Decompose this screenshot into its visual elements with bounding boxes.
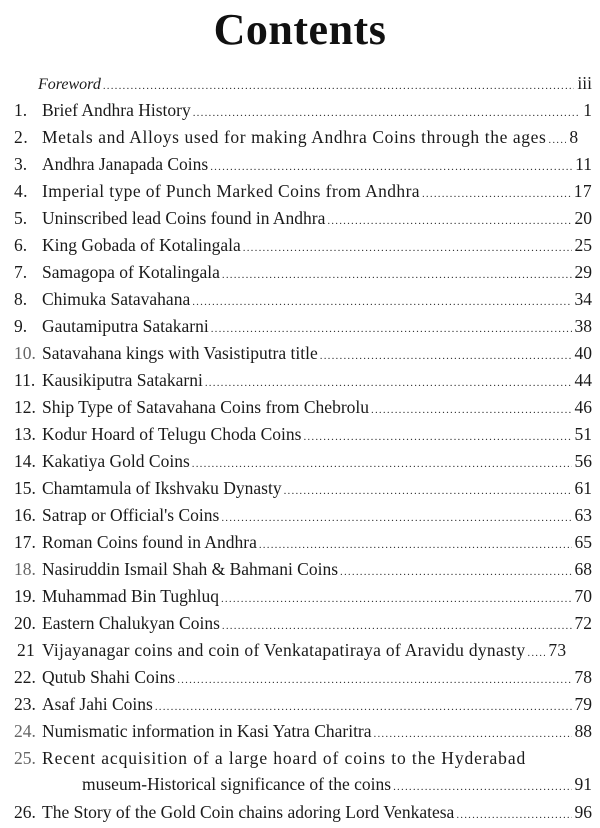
dot-leader xyxy=(422,181,571,207)
toc-entry-number: 2. xyxy=(14,127,29,147)
toc-entry-label-line1: Recent acquisition of a large hoard of coins to the Hyderabad xyxy=(42,748,527,768)
toc-entry-page: 68 xyxy=(574,559,592,579)
toc-entry-page: 17 xyxy=(573,181,592,201)
dot-leader xyxy=(284,478,572,504)
toc-entry[interactable] xyxy=(0,124,600,150)
toc-entry-page: 29 xyxy=(574,262,592,282)
dot-leader xyxy=(155,694,572,720)
dot-leader xyxy=(205,370,572,396)
dot-leader xyxy=(243,235,572,261)
toc-entry-number: 24. xyxy=(14,721,36,741)
toc-entry[interactable] xyxy=(0,394,600,420)
toc-entry-number: 20. xyxy=(14,613,36,633)
toc-entry-page: 73 xyxy=(548,640,567,660)
toc-entry-number: 16. xyxy=(14,505,36,525)
toc-entry-page: 20 xyxy=(574,208,592,228)
toc-entry-label: Ship Type of Satavahana Coins from Chebrolu xyxy=(42,397,370,417)
page-title: Contents xyxy=(213,5,387,54)
toc-entry[interactable] xyxy=(0,448,600,474)
dot-leader xyxy=(340,559,571,585)
toc-entry[interactable] xyxy=(0,583,600,609)
toc-entry-page: 11 xyxy=(575,154,592,174)
toc-entry-page: 40 xyxy=(574,343,592,363)
dot-leader xyxy=(221,586,572,612)
dot-leader xyxy=(211,316,572,342)
toc-entry[interactable] xyxy=(0,232,600,258)
toc-entry-page: 1 xyxy=(583,100,592,120)
toc-entry-label: Qutub Shahi Coins xyxy=(42,667,176,687)
toc-entry-label: Kodur Hoard of Telugu Choda Coins xyxy=(42,424,302,444)
toc-entry-number: 5. xyxy=(14,208,28,228)
dot-leader xyxy=(192,451,572,477)
toc-entry-label: Kakatiya Gold Coins xyxy=(42,451,190,471)
dot-leader xyxy=(259,532,572,558)
toc-entry-page: 61 xyxy=(574,478,592,498)
toc-entry-page: 63 xyxy=(574,505,592,525)
toc-entry[interactable] xyxy=(0,205,600,231)
toc-entry-label: Eastern Chalukyan Coins xyxy=(42,613,220,633)
toc-entry[interactable] xyxy=(0,421,600,447)
toc-entry-number: 14. xyxy=(14,451,36,471)
toc-entry-number: 1. xyxy=(14,100,28,120)
toc-entry-label: Metals and Alloys used for making Andhra Coins through the ages xyxy=(42,127,547,147)
dot-leader xyxy=(303,424,571,450)
toc-entry[interactable] xyxy=(0,259,600,285)
toc-entry[interactable] xyxy=(0,313,600,339)
toc-entry-number: 4. xyxy=(14,181,28,201)
dot-leader xyxy=(177,667,571,693)
toc-entry[interactable] xyxy=(0,664,600,690)
toc-entry-page: 25 xyxy=(574,235,592,255)
toc-entry-page: iii xyxy=(577,73,592,93)
dot-leader xyxy=(548,127,566,153)
toc-entry-label: Satavahana kings with Vasistiputra title xyxy=(42,343,318,363)
dot-leader xyxy=(327,208,571,234)
toc-entry[interactable] xyxy=(0,799,600,825)
toc-entry[interactable] xyxy=(0,556,600,582)
toc-entry-label: Satrap or Official's Coins xyxy=(42,505,220,525)
toc-entry[interactable] xyxy=(0,475,600,501)
toc-entry-number: 10. xyxy=(14,343,36,363)
dot-leader xyxy=(320,343,572,369)
dot-leader xyxy=(393,774,571,800)
toc-entry-label: Asaf Jahi Coins xyxy=(42,694,153,714)
toc-entry-number: 13. xyxy=(14,424,36,444)
toc-entry-number: 9. xyxy=(14,316,28,336)
toc-entry-page: 46 xyxy=(574,397,592,417)
toc-entry[interactable] xyxy=(0,745,600,797)
toc-entry[interactable] xyxy=(0,691,600,717)
toc-entry-number: 19. xyxy=(14,586,36,606)
toc-entry[interactable] xyxy=(0,286,600,312)
toc-entry-label: King Gobada of Kotalingala xyxy=(42,235,241,255)
toc-entry-number: 3. xyxy=(14,154,28,174)
toc-entry-label: Imperial type of Punch Marked Coins from Andhra xyxy=(42,181,420,201)
toc-entry-label: Brief Andhra History xyxy=(42,100,191,120)
toc-entry-number: 6. xyxy=(14,235,28,255)
toc-entry[interactable] xyxy=(0,340,600,366)
toc-entry[interactable] xyxy=(0,178,600,204)
toc-entry-page: 34 xyxy=(574,289,592,309)
toc-entry-number: 7. xyxy=(14,262,28,282)
toc-entry-label: Nasiruddin Ismail Shah & Bahmani Coins xyxy=(42,559,339,579)
toc-entry-page: 70 xyxy=(574,586,592,606)
toc-entry-number: 8. xyxy=(14,289,28,309)
toc-entry-number: 26. xyxy=(14,802,36,822)
toc-entry-page: 79 xyxy=(574,694,592,714)
toc-entry[interactable] xyxy=(0,718,600,744)
toc-entry-label: Roman Coins found in Andhra xyxy=(42,532,257,552)
toc-entry-label: Andhra Janapada Coins xyxy=(42,154,209,174)
toc-entry-number: 21 xyxy=(17,640,36,660)
toc-entry-page: 96 xyxy=(574,802,592,822)
dot-leader xyxy=(374,721,572,747)
dot-leader xyxy=(456,802,571,828)
toc-entry-label: Samagopa of Kotalingala xyxy=(42,262,220,282)
toc-entry-label: Vijayanagar coins and coin of Venkatapatiraya of Aravidu dynasty xyxy=(42,640,526,660)
toc-entry[interactable] xyxy=(0,529,600,555)
dot-leader xyxy=(221,505,571,531)
toc-entry[interactable] xyxy=(0,610,600,636)
toc-entry-number: 11. xyxy=(14,370,36,390)
toc-entry-label: Gautamiputra Satakarni xyxy=(42,316,209,336)
toc-entry-page: 88 xyxy=(574,721,592,741)
toc-entry-number: 12. xyxy=(14,397,36,417)
dot-leader xyxy=(222,262,572,288)
dot-leader xyxy=(222,613,572,639)
toc-entry-label: Muhammad Bin Tughluq xyxy=(42,586,219,606)
toc-entry-label: Kausikiputra Satakarni xyxy=(42,370,203,390)
toc-entry-page: 72 xyxy=(574,613,592,633)
dot-leader xyxy=(527,640,545,666)
toc-entry-page: 91 xyxy=(574,774,592,794)
toc-entry[interactable] xyxy=(0,151,600,177)
toc-entry-label-line2: museum-Historical significance of the coins xyxy=(82,774,392,794)
dot-leader xyxy=(210,154,572,180)
toc-entry-number: 22. xyxy=(14,667,36,687)
toc-entry-page: 38 xyxy=(574,316,592,336)
toc-entry-label: Numismatic information in Kasi Yatra Charitra xyxy=(42,721,372,741)
toc-entry-label: Chamtamula of Ikshvaku Dynasty xyxy=(42,478,282,498)
toc-entry-number: 18. xyxy=(14,559,36,579)
dot-leader xyxy=(103,73,575,99)
dot-leader xyxy=(193,100,581,126)
toc-entry-page: 65 xyxy=(574,532,592,552)
toc-entry-number: 15. xyxy=(14,478,36,498)
toc-entry-page: 78 xyxy=(574,667,592,687)
toc-entry-page: 8 xyxy=(569,127,579,147)
toc-entry[interactable] xyxy=(0,97,600,123)
toc-entry-label: Foreword xyxy=(38,76,101,93)
toc-entry-number: 23. xyxy=(14,694,36,714)
toc-entry[interactable] xyxy=(0,637,600,663)
dot-leader xyxy=(192,289,571,315)
toc-entry-label: The Story of the Gold Coin chains adoring Lord Venkatesa xyxy=(42,802,455,822)
toc-entry-label: Uninscribed lead Coins found in Andhra xyxy=(42,208,326,228)
toc-entry-page: 44 xyxy=(574,370,592,390)
toc-entry[interactable] xyxy=(0,502,600,528)
toc-entry[interactable] xyxy=(0,367,600,393)
toc-entry-foreword[interactable] xyxy=(0,70,600,96)
toc-entry-page: 56 xyxy=(574,451,592,471)
toc-entry-page: 51 xyxy=(574,424,592,444)
dot-leader xyxy=(371,397,571,423)
toc-entry-label: Chimuka Satavahana xyxy=(42,289,191,309)
toc-entry-number: 17. xyxy=(14,532,36,552)
toc-entry-number: 25. xyxy=(14,748,36,768)
